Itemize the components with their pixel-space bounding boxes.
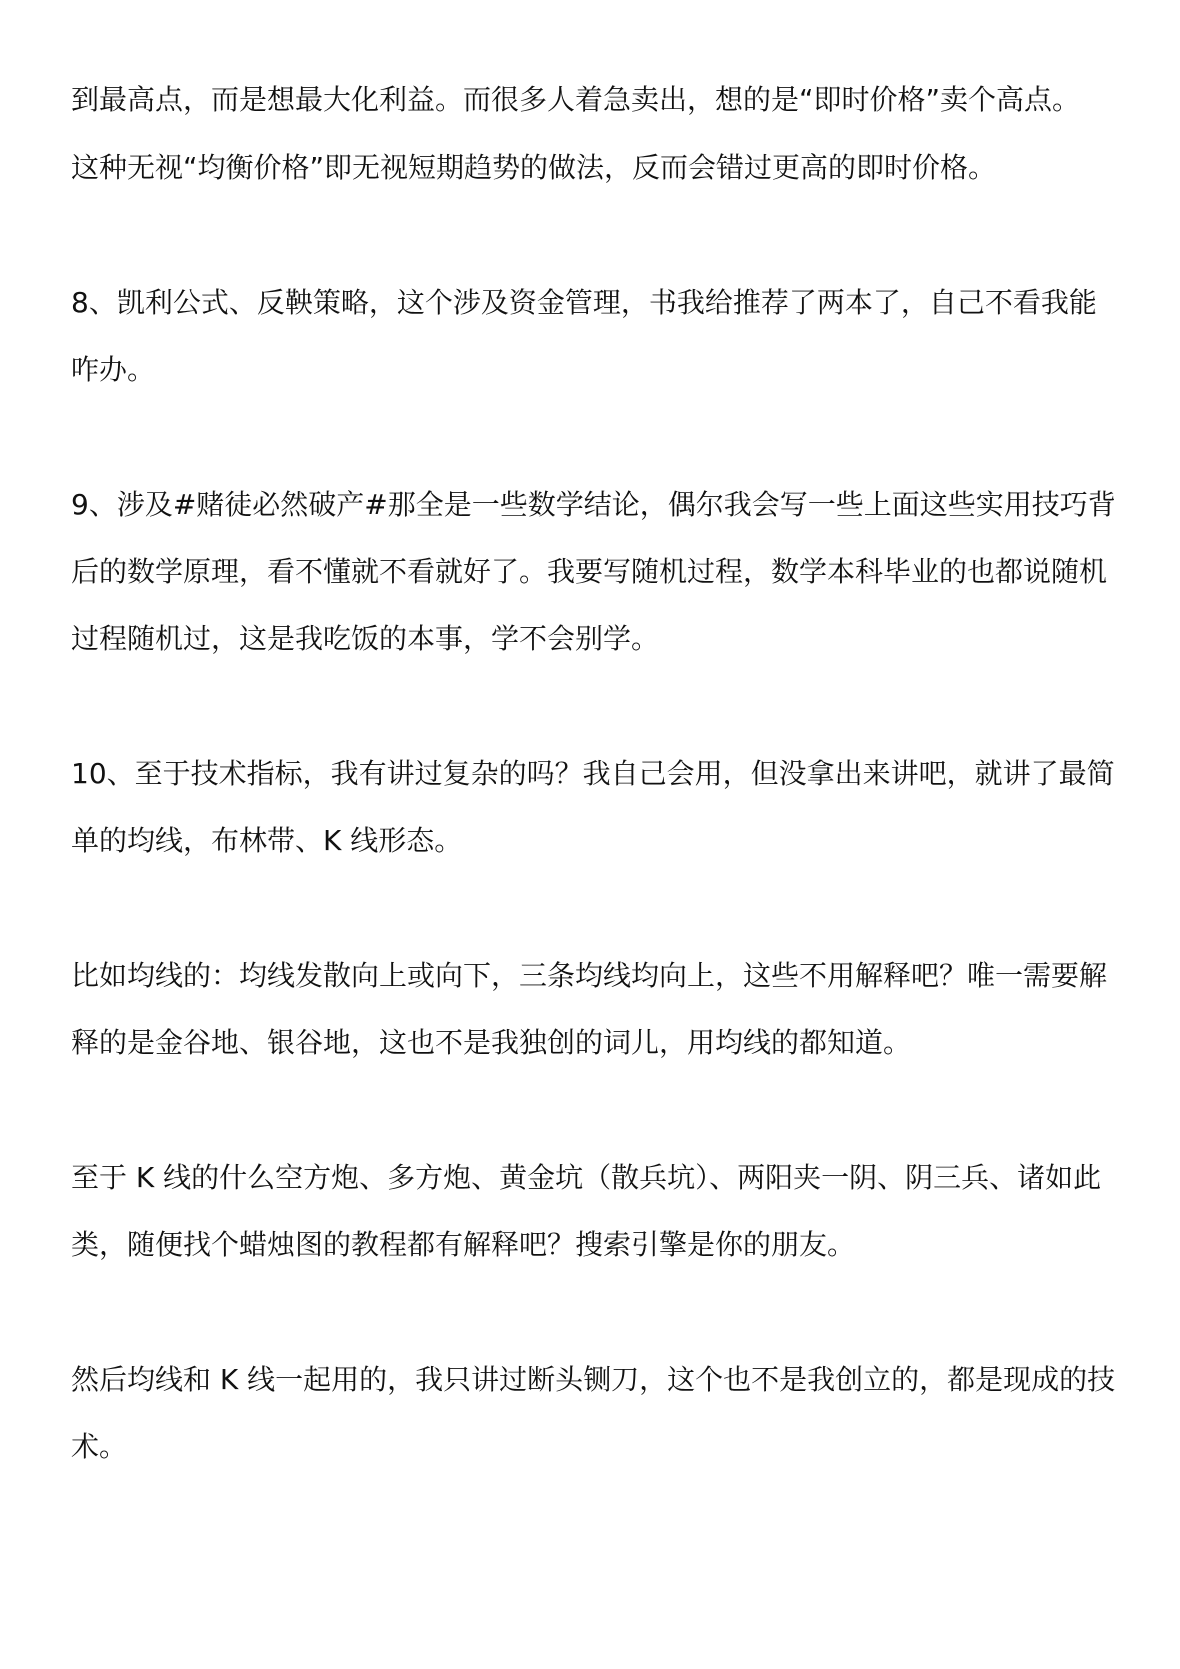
paragraph-2-line-0: 9、涉及#赌徒必然破产#那全是一些数学结论，偶尔我会写一些上面这些实用技巧背 bbox=[71, 488, 1116, 521]
paragraph-2-line-1: 后的数学原理，看不懂就不看就好了。我要写随机过程，数学本科毕业的也都说随机 bbox=[71, 555, 1108, 588]
paragraph-4-line-1: 释的是金谷地、银谷地，这也不是我独创的词儿，用均线的都知道。 bbox=[71, 1026, 912, 1059]
paragraph-2-line-2: 过程随机过，这是我吃饭的本事，学不会别学。 bbox=[71, 622, 660, 655]
paragraph-0-line-0: 到最高点，而是想最大化利益。而很多人着急卖出，想的是“即时价格”卖个高点。 bbox=[71, 83, 1081, 116]
paragraph-5-line-0: 至于 K 线的什么空方炮、多方炮、黄金坑（散兵坑）、两阳夹一阴、阴三兵、诸如此 bbox=[71, 1161, 1102, 1194]
paragraph-6-line-1: 术。 bbox=[71, 1430, 128, 1463]
paragraph-0-line-1: 这种无视“均衡价格”即无视短期趋势的做法，反而会错过更高的即时价格。 bbox=[71, 151, 997, 184]
paragraph-3-line-0: 10、至于技术指标，我有讲过复杂的吗？我自己会用，但没拿出来讲吧，就讲了最简 bbox=[71, 757, 1115, 790]
paragraph-4-line-0: 比如均线的：均线发散向上或向下，三条均线均向上，这些不用解释吧？唯一需要解 bbox=[71, 959, 1108, 992]
paragraph-5-line-1: 类，随便找个蜡烛图的教程都有解释吧？搜索引擎是你的朋友。 bbox=[71, 1228, 856, 1261]
paragraph-1-line-0: 8、凯利公式、反鞅策略，这个涉及资金管理，书我给推荐了两本了，自己不看我能 bbox=[71, 286, 1097, 319]
paragraph-6-line-0: 然后均线和 K 线一起用的，我只讲过断头铡刀，这个也不是我创立的，都是现成的技 bbox=[71, 1363, 1116, 1396]
paragraph-1-line-1: 咋办。 bbox=[71, 353, 156, 386]
paragraph-3-line-1: 单的均线，布林带、K 线形态。 bbox=[71, 824, 463, 857]
